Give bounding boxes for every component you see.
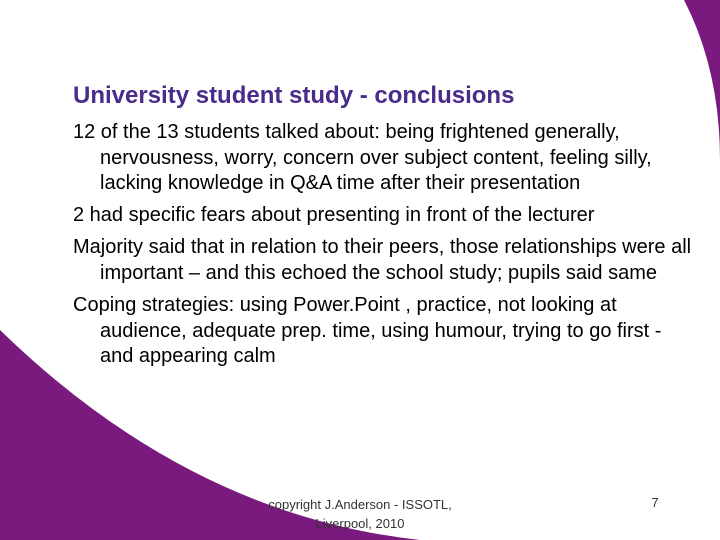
slide-title: University student study - conclusions xyxy=(73,82,515,109)
bullet-point: 2 had specific fears about presenting in front of the lecturer xyxy=(73,204,595,227)
slide-body xyxy=(73,120,693,376)
bullet-point: Majority said that in relation to their peers, those relationships were all important – and this echoed the school study; pupils said same xyxy=(73,236,692,284)
bullet-point: Coping strategies: using Power.Point , practice, not looking at audience, adequate prep. time, using humour, trying to go first - and appearing calm xyxy=(73,294,662,368)
page-number: 7 xyxy=(651,495,659,510)
bullet-point: 12 of the 13 students talked about: being frightened generally, nervousness, worry, concern over subject content, feeling silly, lacking knowledge in Q&A time after their presentation xyxy=(73,121,652,195)
footer-copyright: copyright J.Anderson - ISSOTL, Liverpool, 2010 xyxy=(268,497,452,531)
